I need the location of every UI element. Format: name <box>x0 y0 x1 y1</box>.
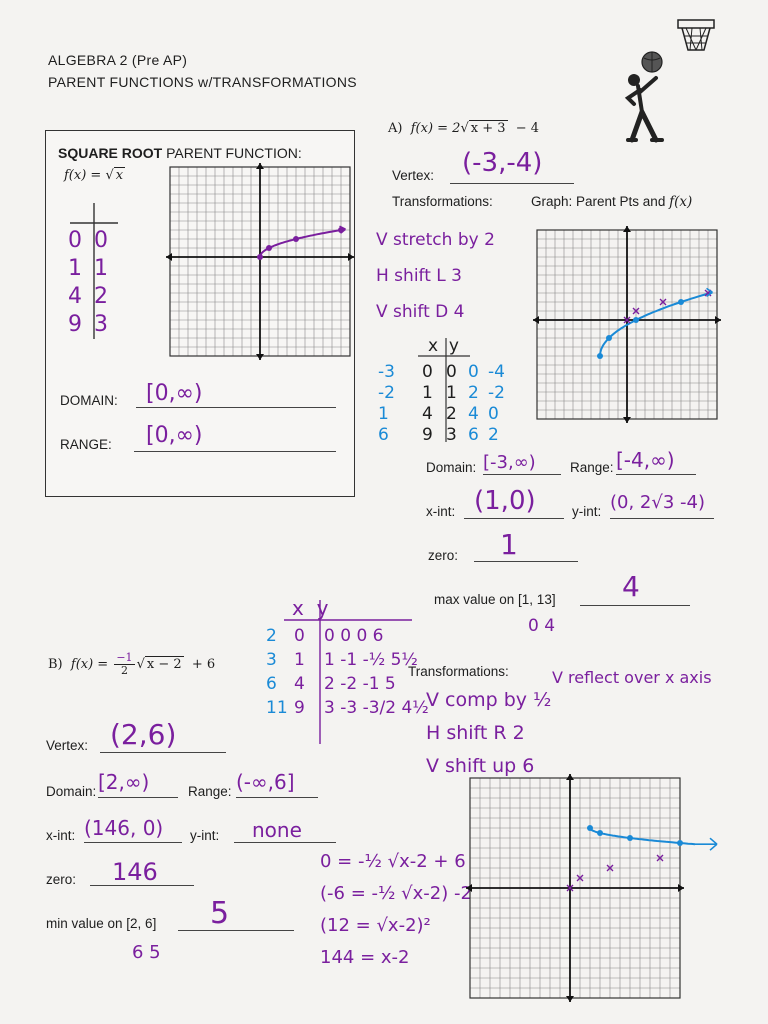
table-cell-x: 1 <box>422 383 433 403</box>
xint-answer-a: (1,0) <box>474 486 536 516</box>
transformed-point <box>627 835 633 841</box>
table-b <box>266 624 429 720</box>
table-cell-y: 0 <box>94 228 108 253</box>
yint-answer-a: (0, 2√3 -4) <box>610 492 705 513</box>
parent-point <box>266 245 272 251</box>
transformed-point <box>677 840 683 846</box>
table-cell-y-new: 0 <box>488 404 499 424</box>
table-cell-x-new: 1 <box>378 404 389 424</box>
curve-arrow <box>695 838 717 850</box>
table-row <box>68 311 108 339</box>
transformed-point <box>597 353 603 359</box>
table-row <box>68 283 108 311</box>
table-row <box>378 362 505 383</box>
parent-radicand: x <box>115 168 124 183</box>
xint-label-a: x-int: <box>426 504 456 519</box>
table-row <box>266 696 429 720</box>
table-cell-step: 4 <box>468 404 479 424</box>
parent-box-title <box>58 145 302 161</box>
parent-box-title-bold: SQUARE ROOT <box>58 145 163 161</box>
zero-label-a: zero: <box>428 548 459 563</box>
parent-box-title-rest: PARENT FUNCTION: <box>166 145 302 161</box>
range-label-b: Range: <box>188 784 232 799</box>
table-cell-y-new: 2 <box>488 425 499 445</box>
table-cell-x: 0 <box>294 626 305 646</box>
table-cell-work: 3 -3 -3/2 4½ <box>324 698 429 718</box>
problem-b-equation: B) f(x) = $\frac{-1}{2}$ √ x − 2 + 6 <box>48 651 216 677</box>
table-cell-y: 3 <box>446 425 457 445</box>
axes <box>166 163 354 360</box>
transformation-item: H shift L 3 <box>376 266 462 286</box>
table-cell-x-new: 11 <box>266 698 288 718</box>
vertex-answer-a: (-3,-4) <box>462 148 543 178</box>
table-cell-y: 2 <box>94 284 108 309</box>
parent-equation: f(x) = √ x <box>64 168 124 183</box>
table-row <box>266 648 429 672</box>
domain-answer: [0,∞) <box>146 381 203 406</box>
yint-answer-b: none <box>252 818 302 842</box>
table-cell-step: 2 <box>468 383 479 403</box>
table-cell-y: 1 <box>446 383 457 403</box>
table-cell-x: 9 <box>68 312 82 337</box>
basketball-player-icon <box>622 50 678 145</box>
domain-answer-b: [2,∞) <box>98 770 150 794</box>
table-cell-x-new: 3 <box>266 650 277 670</box>
table-cell-y: 0 <box>446 362 457 382</box>
zero-answer-a: 1 <box>500 528 518 561</box>
work-line: (-6 = -½ √x-2) -2 <box>320 883 472 904</box>
parent-table <box>68 227 108 339</box>
yint-label-a: y-int: <box>572 504 602 519</box>
table-cell-step: 0 <box>468 362 479 382</box>
parent-point <box>293 236 299 242</box>
transformations-b <box>426 684 551 783</box>
table-row <box>266 672 429 696</box>
graph-a <box>537 230 725 420</box>
min-answer-b: 5 <box>210 896 230 931</box>
table-cell-y: 3 <box>94 312 108 337</box>
table-cell-y: 1 <box>94 256 108 281</box>
transformation-item: H shift R 2 <box>426 722 525 744</box>
domain-label-b: Domain: <box>46 784 97 799</box>
table-cell-x-new: 6 <box>378 425 389 445</box>
transformation-item: V comp by ½ <box>426 689 552 711</box>
table-b-header: x y <box>292 596 329 620</box>
domain-label: DOMAIN: <box>60 393 118 408</box>
xint-answer-b: (146, 0) <box>84 816 164 840</box>
table-cell-x: 1 <box>294 650 305 670</box>
transformation-b-0: V reflect over x axis <box>552 668 712 687</box>
range-answer-a: [-4,∞) <box>616 448 675 472</box>
table-cell-x: 4 <box>68 284 82 309</box>
table-row <box>266 624 429 648</box>
table-row <box>68 255 108 283</box>
transformed-point <box>633 317 639 323</box>
range-answer-b: (-∞,6] <box>236 770 295 794</box>
table-cell-x: 9 <box>422 425 433 445</box>
parent-function-box <box>45 130 355 497</box>
range-label: RANGE: <box>60 437 112 452</box>
basketball-hoop-icon <box>678 20 714 52</box>
table-cell-y: 2 <box>446 404 457 424</box>
table-cell-x: 4 <box>294 674 305 694</box>
table-cell-x: 0 <box>68 228 82 253</box>
domain-answer-a: [-3,∞) <box>483 452 536 473</box>
work-line: (12 = √x-2)² <box>320 915 431 936</box>
vertex-answer-b: (2,6) <box>110 718 177 751</box>
graph-label-a: Graph: Parent Pts and f(x) <box>531 194 693 210</box>
range-label-a: Range: <box>570 460 614 475</box>
table-row <box>378 404 505 425</box>
max-label-a: max value on [1, 13] <box>434 592 556 607</box>
transformations-a <box>376 222 495 330</box>
domain-label-a: Domain: <box>426 460 477 475</box>
table-cell-x: 4 <box>422 404 433 424</box>
parent-curve <box>260 229 346 257</box>
min-work-b: 6 5 <box>132 942 161 963</box>
table-cell-x: 0 <box>422 362 433 382</box>
table-row <box>378 425 505 446</box>
transformed-point <box>587 825 593 831</box>
zero-label-b: zero: <box>46 872 77 887</box>
table-cell-x-new: -2 <box>378 383 395 403</box>
table-cell-x: 1 <box>68 256 82 281</box>
transformed-point <box>597 830 603 836</box>
transformation-item: V shift up 6 <box>426 755 535 777</box>
table-a <box>378 362 505 446</box>
problem-a-equation: A) f(x) = 2√ x + 3 − 4 <box>388 121 540 136</box>
max-answer-a: 4 <box>622 570 640 603</box>
yint-label-b: y-int: <box>190 828 220 843</box>
work-b <box>320 846 472 974</box>
table-cell-x-new: -3 <box>378 362 395 382</box>
table-row <box>378 383 505 404</box>
worksheet-title: PARENT FUNCTIONS w/TRANSFORMATIONS <box>48 74 357 90</box>
min-label-b: min value on [2, 6] <box>46 916 157 931</box>
transformed-point <box>606 335 612 341</box>
table-cell-x: 9 <box>294 698 305 718</box>
vertex-label-a: Vertex: <box>392 168 435 183</box>
table-cell-step: 6 <box>468 425 479 445</box>
table-cell-work: 0 0 0 6 <box>324 626 384 646</box>
table-row <box>68 227 108 255</box>
table-cell-work: 1 -1 -½ 5½ <box>324 650 418 670</box>
range-answer: [0,∞) <box>146 423 203 448</box>
transformations-label-a: Transformations: <box>392 194 493 209</box>
graph-b <box>470 778 680 1000</box>
transformations-label-b: Transformations: <box>408 664 509 679</box>
table-cell-x-new: 2 <box>266 626 277 646</box>
table-cell-y-new: -4 <box>488 362 505 382</box>
parent-point <box>257 254 263 260</box>
parent-graph <box>170 167 350 355</box>
table-cell-work: 2 -2 -1 5 <box>324 674 396 694</box>
table-a-header: x y <box>428 336 459 356</box>
table-cell-x-new: 6 <box>266 674 277 694</box>
zero-answer-b: 146 <box>112 858 158 886</box>
course-title: ALGEBRA 2 (Pre AP) <box>48 52 188 68</box>
max-work-a: 0 4 <box>528 616 556 636</box>
transformation-item: V shift D 4 <box>376 302 465 322</box>
vertex-label-b: Vertex: <box>46 738 89 753</box>
xint-label-b: x-int: <box>46 828 76 843</box>
transformed-point <box>678 299 684 305</box>
table-cell-y-new: -2 <box>488 383 505 403</box>
work-line: 144 = x-2 <box>320 947 410 968</box>
transformation-item: V stretch by 2 <box>376 230 495 250</box>
work-line: 0 = -½ √x-2 + 6 <box>320 851 466 872</box>
